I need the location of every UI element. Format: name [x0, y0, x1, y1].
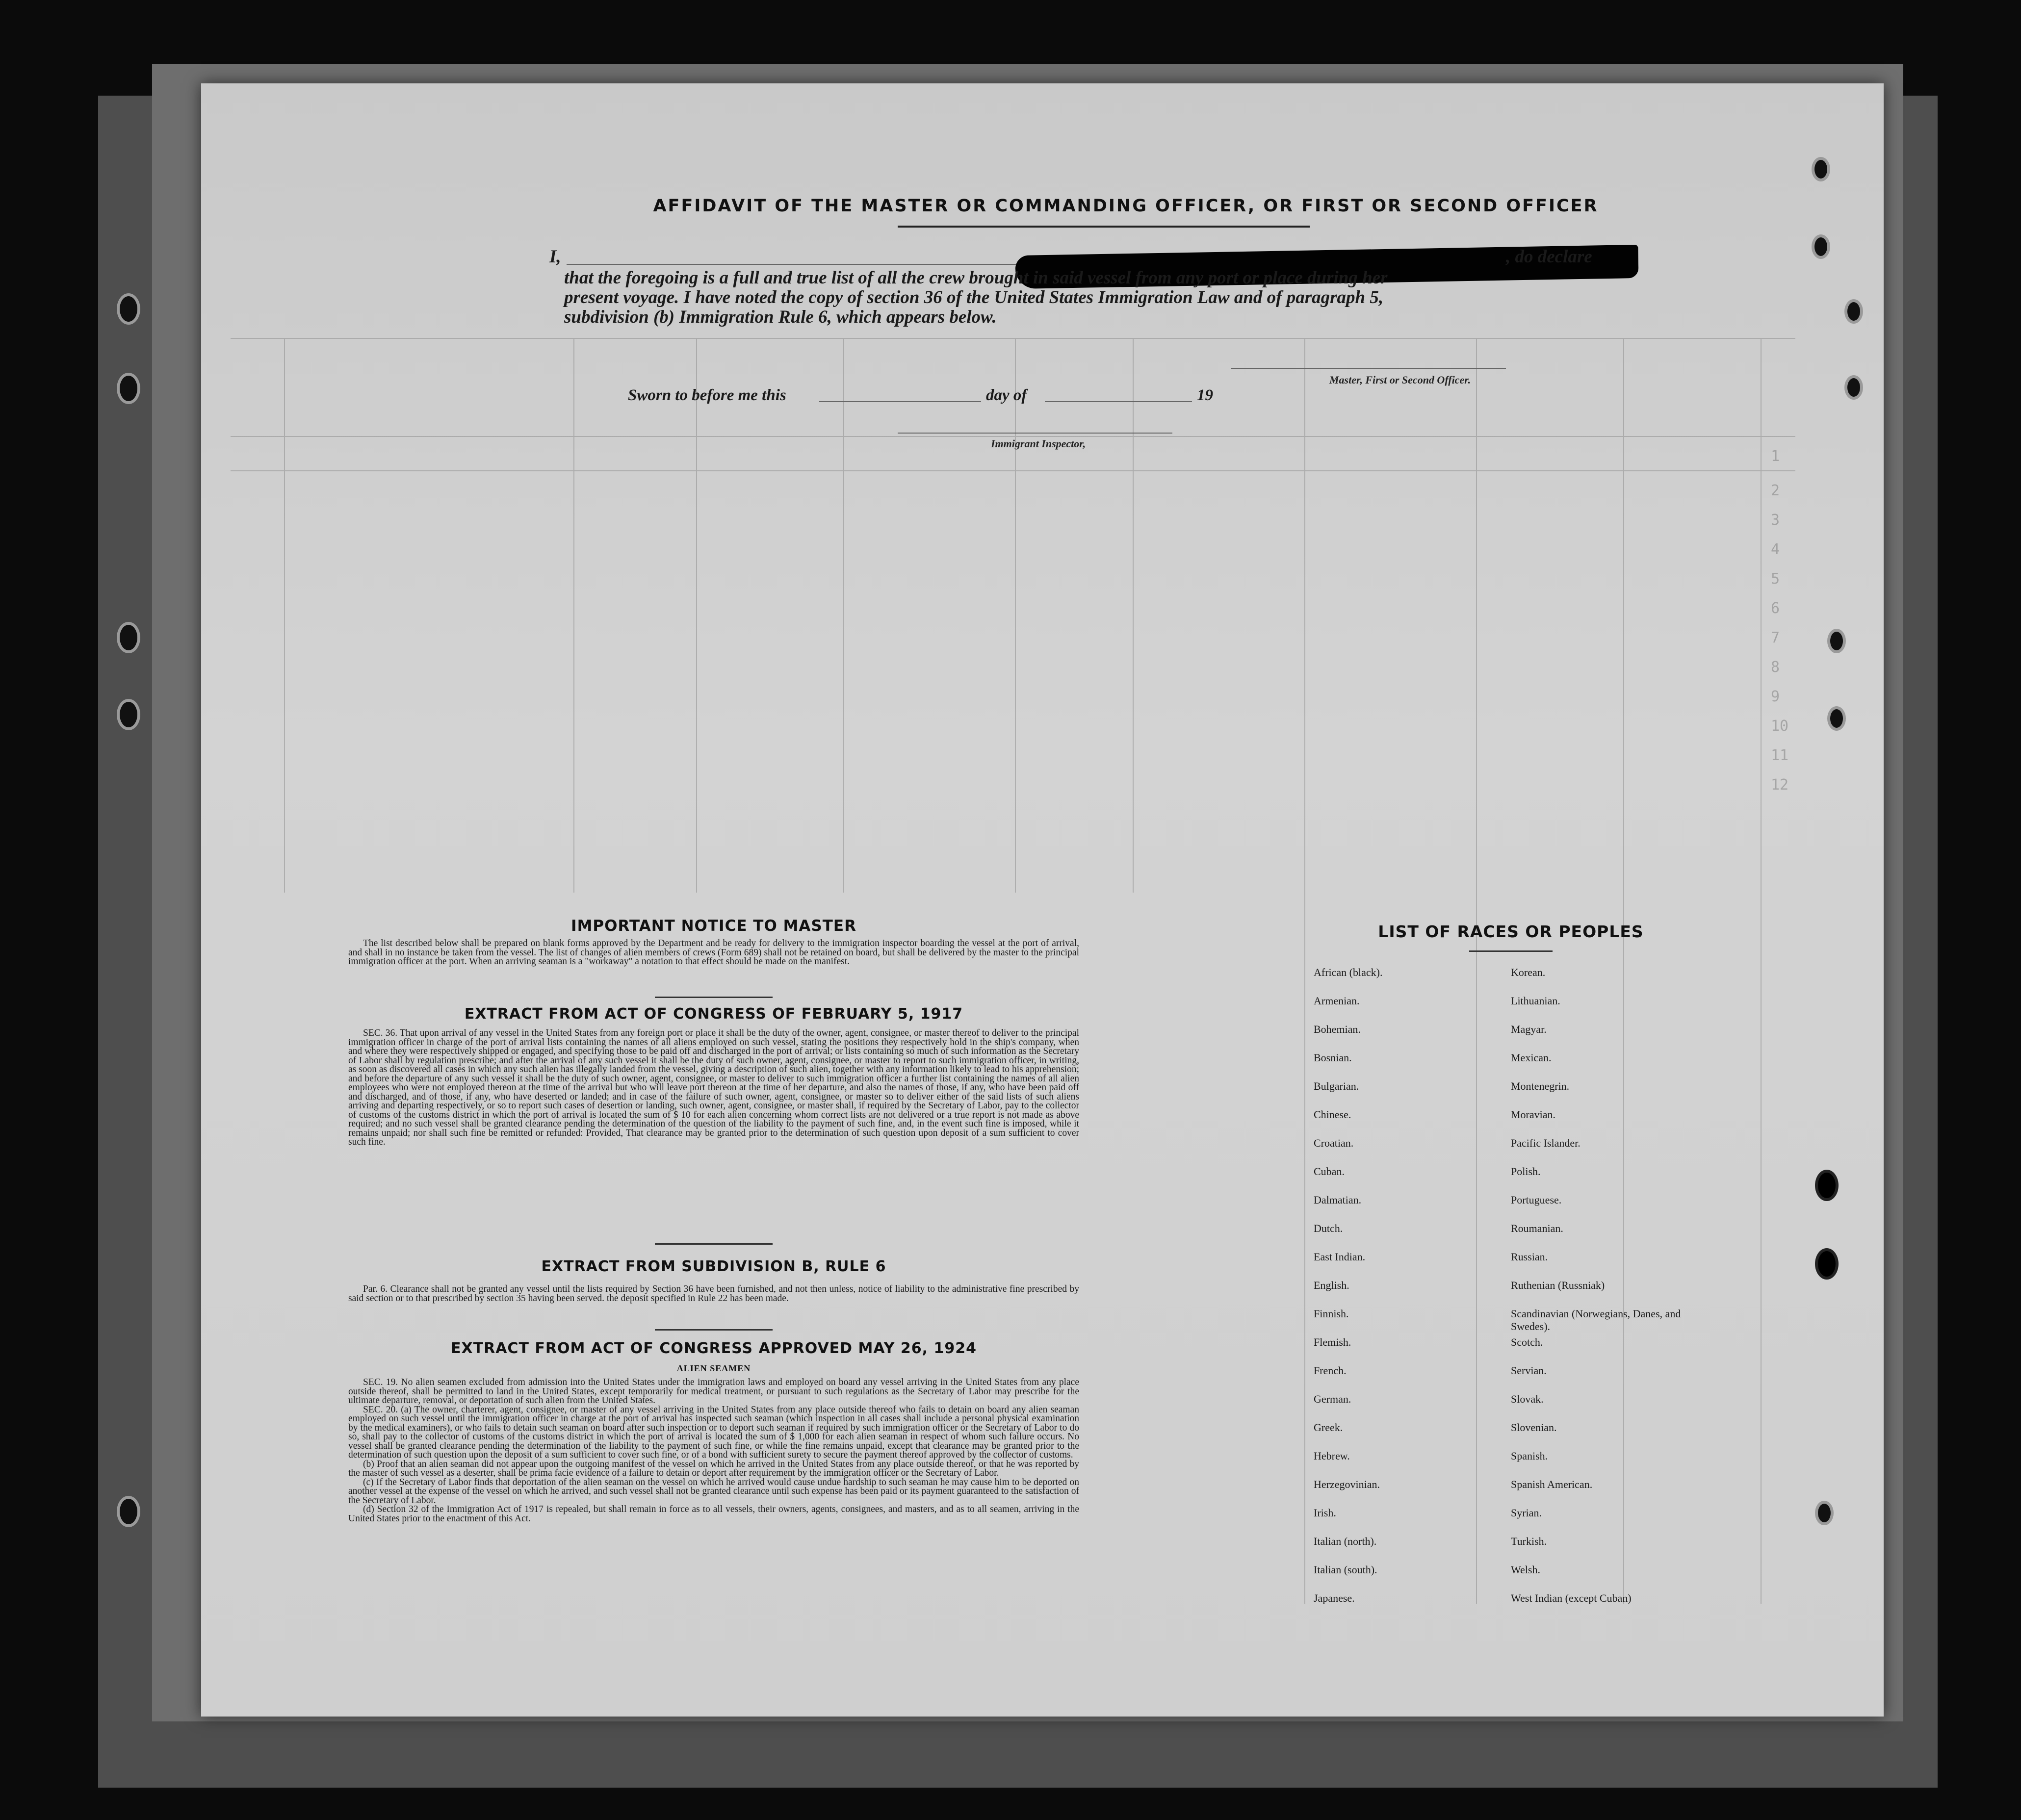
notice-heading: IMPORTANT NOTICE TO MASTER: [571, 917, 856, 935]
race-item: Bulgarian.: [1314, 1080, 1359, 1092]
svg-text:7: 7: [1771, 629, 1780, 646]
svg-text:10: 10: [1771, 718, 1789, 735]
affidavit-line2: that the foregoing is a full and true list of all the crew brought in said vessel from any port or place during her: [564, 268, 1388, 288]
master-caption: Master, First or Second Officer.: [1329, 374, 1471, 386]
master-signature-line: [1231, 368, 1506, 369]
race-item: Magyar.: [1511, 1023, 1547, 1035]
race-item: Scandinavian (Norwegians, Danes, and Swedes).: [1511, 1307, 1681, 1333]
race-item: German.: [1314, 1393, 1351, 1405]
svg-text:5: 5: [1771, 570, 1780, 588]
race-item: Dutch.: [1314, 1222, 1343, 1234]
race-item: Roumanian.: [1511, 1222, 1563, 1234]
binder-hole: [1844, 299, 1863, 324]
race-item: Moravian.: [1511, 1108, 1556, 1121]
extract-1924-heading: EXTRACT FROM ACT OF CONGRESS APPROVED MAY 26, 1924: [451, 1340, 977, 1357]
binder-hole: [117, 622, 140, 653]
affidavit-title: AFFIDAVIT OF THE MASTER OR COMMANDING OFFICER, OR FIRST OR SECOND OFFICER: [653, 196, 1599, 216]
section-divider: [655, 1243, 773, 1245]
race-item: Welsh.: [1511, 1564, 1540, 1576]
race-item: Slovenian.: [1511, 1421, 1557, 1434]
binder-hole: [1827, 629, 1846, 653]
sworn-year-label: 19: [1197, 386, 1213, 404]
race-item: Hebrew.: [1314, 1450, 1350, 1462]
affidavit-line3: present voyage. I have noted the copy of section 36 of the United States Immigration Law and of paragraph 5,: [564, 287, 1384, 308]
race-item: African (black).: [1314, 966, 1383, 978]
races-heading-rule: [1469, 950, 1553, 952]
affidavit-line4: subdivision (b) Immigration Rule 6, which appears below.: [564, 307, 997, 327]
svg-text:1: 1: [1771, 448, 1780, 465]
binder-hole: [1844, 375, 1863, 400]
extract-1917-text: SEC. 36. That upon arrival of any vessel in the United States from any foreign port or place it shall be the duty of the owner, agent, consignee, or master thereof to deliver to the principal immigration officer in charge of the port of arrival lists containing the names of all aliens employed on such vessel, stating the positions they respectively hold in the ship's company, when and where they were respectively shipped or engaged, and specifying those to be paid off and discharged in the port of arrival; or lists containing so much of such information as the Secretary of Labor shall by regulation prescribe; and after the arrival of any such vessel it shall be the duty of such owner, agent, consignee, or master to report to such immigration officer, in writing, as soon as discovered all cases in which any such alien has illegally landed from the vessel, giving a description of such alien, together with any information likely to lead to his apprehension; and before the departure of any such vessel it shall be the duty of such owner, agent, consignee, or master to deliver to such immigration officer a further list containing the names of all alien employees who were not employed thereon at the time of the arrival but who will leave port thereon at the time of her departure, and also the names of those, if any, who have been paid off and discharged, and of those, if any, who have deserted or landed; and in case of the failure of such owner, agent, consignee, or master so to deliver either of the said lists of such aliens arriving and departing respectively, or so to report such cases of desertion or landing, such owner, agent, consignee, or master shall, if required by the Secretary of Labor, pay to the collector of customs of the customs district in which the port of arrival is located the sum of $ 10 for each alien concerning whom correct lists are not delivered or a true report is not made as above required; and no such vessel shall be granted clearance pending the determination of the question of the liability to the payment of such fine, and, in the event such fine is imposed, while it remains unpaid; nor shall such fine be remitted or refunded: Provided, That clearance may be granted prior to the determination of such question upon deposit of a sum sufficient to cover such fine.: [348, 1028, 1079, 1147]
title-rule: [898, 226, 1310, 228]
race-item: Russian.: [1511, 1251, 1548, 1263]
extract-rule6-text: Par. 6. Clearance shall not be granted any vessel until the lists required by Section 36 have been furnished, and not then unless, notice of liability to the administrative fine prescribed by said section or to that prescribed by section 35 having been served. the deposit specified in Rule 22 has been made.: [348, 1284, 1079, 1304]
races-left-column: [1314, 966, 1500, 1620]
race-item: Servian.: [1511, 1364, 1547, 1377]
race-item: Herzegovinian.: [1314, 1478, 1380, 1490]
race-item: Slovak.: [1511, 1393, 1544, 1405]
binder-hole: [117, 293, 140, 325]
race-item: Pacific Islander.: [1511, 1137, 1581, 1149]
svg-text:2: 2: [1771, 482, 1780, 499]
extract-1924-text: SEC. 19. No alien seamen excluded from admission into the United States under the immigration laws and employed on board any vessel arriving in the United States from any place outside thereof, shall be permitted to land in the United States, except temporarily for medical treatment, or pursuant to such regulations as the Secretary of Labor may prescribe for the ultimate departure, removal, or deportation of such alien from the United States. SEC. 20. (a) The owner, charterer, agent, consignee, or master of any vessel arriving in the United States from any place outside thereof who fails to detain on board any alien seaman employed on such vessel until the immigration officer in charge at the port of arrival has inspected such seaman (which inspection in all cases shall include a personal physical examination by the medical examiners), or who fails to detain such seaman on board after such inspection or to deport such seaman if required by such immigration officer or the Secretary of Labor to do so, shall pay to the collector of customs of the customs district in which the port of arrival is located the sum of $ 1,000 for each alien seaman in respect of whom such failure occurs. No vessel shall be granted clearance pending the determination of the liability to the payment of such fine, or while the fine remains unpaid, except that clearance may be granted prior to the determination of such question upon the deposit of a sum sufficient to cover such fine, or of a bond with sufficient surety to secure the payment thereof approved by the collector of customs. (b) Proof that an alien seaman did not appear upon the outgoing manifest of the vessel on which he arrived in the United States from any place outside thereof, or that he was reported by the master of such vessel as a deserter, shall be prima facie evidence of a failure to detain or deport after requirement by the immigration officer or the Secretary of Labor. (c) If the Secretary of Labor finds that deportation of the alien seaman on the vessel on which he arrived would cause undue hardship to such seaman he may cause him to be deported on another vessel at the expense of the vessel on which he arrived, and such vessel shall not be granted clearance until such expense has been paid or its payment guaranteed to the satisfaction of the Secretary of Labor. (d) Section 32 of the Immigration Act of 1917 is repealed, but shall remain in force as to all vessels, their owners, agents, consignees, and masters, and as to all seamen, arriving in the United States prior to the enactment of this Act.: [348, 1377, 1079, 1524]
svg-text:9: 9: [1771, 688, 1780, 705]
extract-1917-heading: EXTRACT FROM ACT OF CONGRESS OF FEBRUARY 5, 1917: [464, 1005, 963, 1023]
sworn-day-label: day of: [986, 386, 1027, 404]
race-item: Bohemian.: [1314, 1023, 1361, 1035]
svg-text:4: 4: [1771, 541, 1780, 558]
affidavit-line1-start: I,: [549, 247, 561, 267]
race-item: Portuguese.: [1511, 1194, 1562, 1206]
race-item: Armenian.: [1314, 995, 1360, 1007]
race-item: Dalmatian.: [1314, 1194, 1362, 1206]
name-line: [567, 264, 1023, 265]
binder-hole: [1812, 157, 1830, 181]
race-item: Croatian.: [1314, 1137, 1354, 1149]
race-item: Chinese.: [1314, 1108, 1351, 1121]
affidavit-line1-end: , do declare: [1506, 247, 1592, 267]
inspector-caption: Immigrant Inspector,: [991, 437, 1086, 450]
race-item: Korean.: [1511, 966, 1546, 978]
race-item: Ruthenian (Russniak): [1511, 1279, 1605, 1291]
race-item: Syrian.: [1511, 1507, 1542, 1519]
binder-hole: [1815, 1170, 1839, 1201]
race-item: Italian (north).: [1314, 1535, 1377, 1547]
race-item: Greek.: [1314, 1421, 1343, 1434]
race-item: Scotch.: [1511, 1336, 1543, 1348]
sworn-text: Sworn to before me this: [628, 386, 786, 404]
race-item: Irish.: [1314, 1507, 1336, 1519]
race-item: Italian (south).: [1314, 1564, 1377, 1576]
races-right-column: [1511, 966, 1717, 1620]
notice-text: The list described below shall be prepared on blank forms approved by the Department and be ready for delivery to the immigration inspector boarding the vessel at the port of arrival, and shall in no instance be taken from the vessel. The list of changes of alien members of crews (Form 689) shall not be retained on board, but shall be delivered by the master to the principal immigration officer at the port. When an arriving seaman is a "workaway" a notation to that effect should be made on the manifest.: [348, 938, 1079, 967]
section-divider: [655, 1329, 773, 1331]
race-item: Mexican.: [1511, 1051, 1552, 1064]
race-item: Cuban.: [1314, 1165, 1345, 1178]
manifest-page: [201, 83, 1884, 1717]
binder-hole: [117, 699, 140, 730]
svg-text:8: 8: [1771, 659, 1780, 676]
binder-hole: [1827, 706, 1846, 731]
binder-hole: [1815, 1248, 1839, 1280]
binder-hole: [117, 373, 140, 404]
sworn-day-line: [819, 401, 981, 402]
svg-text:6: 6: [1771, 600, 1780, 617]
race-item: Japanese.: [1314, 1592, 1355, 1604]
svg-text:11: 11: [1771, 747, 1789, 764]
race-item: Lithuanian.: [1511, 995, 1560, 1007]
race-item: West Indian (except Cuban): [1511, 1592, 1632, 1604]
race-item: Turkish.: [1511, 1535, 1547, 1547]
binder-hole: [1815, 1501, 1834, 1525]
extract-rule6-heading: EXTRACT FROM SUBDIVISION B, RULE 6: [541, 1258, 886, 1275]
race-item: Spanish.: [1511, 1450, 1548, 1462]
races-heading: LIST OF RACES OR PEOPLES: [1378, 922, 1644, 941]
race-item: English.: [1314, 1279, 1349, 1291]
sworn-month-line: [1045, 401, 1192, 402]
binder-hole: [1812, 234, 1830, 259]
section-divider: [655, 997, 773, 998]
inspector-signature-line: [898, 433, 1172, 434]
svg-text:3: 3: [1771, 512, 1780, 529]
binder-hole: [117, 1496, 140, 1527]
svg-text:12: 12: [1771, 776, 1789, 794]
race-item: French.: [1314, 1364, 1347, 1377]
race-item: Montenegrin.: [1511, 1080, 1570, 1092]
race-item: Polish.: [1511, 1165, 1541, 1178]
race-item: Bosnian.: [1314, 1051, 1352, 1064]
race-item: East Indian.: [1314, 1251, 1366, 1263]
race-item: Finnish.: [1314, 1307, 1349, 1320]
race-item: Spanish American.: [1511, 1478, 1593, 1490]
extract-1924-subheading: ALIEN SEAMEN: [676, 1363, 751, 1373]
race-item: Flemish.: [1314, 1336, 1351, 1348]
